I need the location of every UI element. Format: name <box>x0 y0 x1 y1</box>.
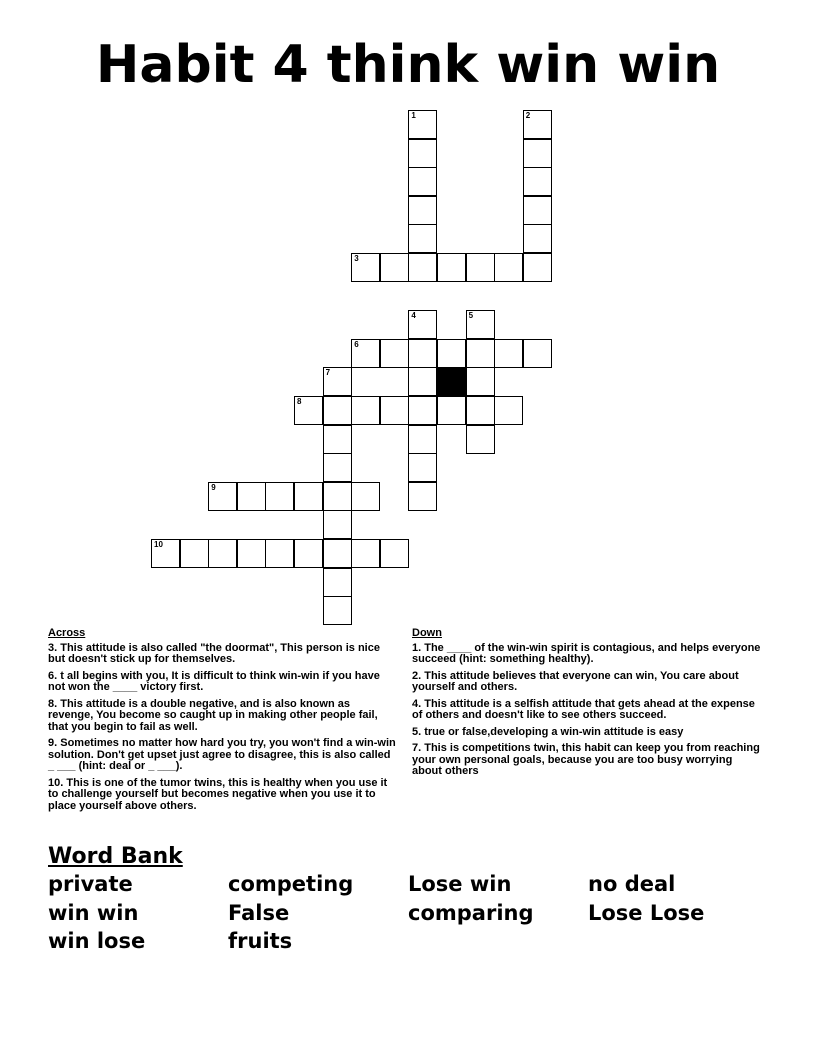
word-bank-word: no deal <box>588 872 676 896</box>
grid-cell[interactable] <box>408 196 437 225</box>
grid-cell[interactable] <box>408 425 437 454</box>
grid-cell[interactable] <box>323 568 352 597</box>
grid-cell[interactable] <box>408 310 437 339</box>
grid-cell[interactable] <box>208 482 237 511</box>
grid-cell[interactable] <box>523 110 552 139</box>
clue-number: 5 <box>468 311 474 321</box>
grid-block-cell <box>437 367 466 396</box>
grid-cell[interactable] <box>466 425 495 454</box>
grid-cell[interactable] <box>380 339 409 368</box>
clue-number: 9 <box>211 482 216 492</box>
clue-number: 8 <box>297 397 302 406</box>
grid-cell[interactable] <box>351 339 380 368</box>
grid-cell[interactable] <box>323 453 352 482</box>
grid-cell[interactable] <box>323 596 352 625</box>
word-bank-word: False <box>228 901 290 925</box>
grid-cell[interactable] <box>408 167 437 196</box>
grid-cell[interactable] <box>466 253 495 282</box>
grid-cell[interactable] <box>408 110 437 139</box>
grid-cell[interactable] <box>323 510 352 539</box>
clue-number: 7 <box>325 368 331 378</box>
grid-cell[interactable] <box>437 253 466 282</box>
grid-cell[interactable] <box>380 539 409 568</box>
grid-cell[interactable] <box>237 539 266 568</box>
down-heading: Down <box>412 627 442 639</box>
grid-cell[interactable] <box>380 253 409 282</box>
grid-cell[interactable] <box>294 396 323 425</box>
grid-cell[interactable] <box>523 339 552 368</box>
grid-cell[interactable] <box>466 396 495 425</box>
grid-cell[interactable] <box>151 539 180 568</box>
grid-cell[interactable] <box>408 367 437 396</box>
grid-cell[interactable] <box>351 482 380 511</box>
down-clue-1: 1. The ____ of the win-win spirit is contagious, and helps everyone succeed (hint: something healthy). <box>412 641 761 665</box>
grid-cell[interactable] <box>437 339 466 368</box>
grid-cell[interactable] <box>466 310 495 339</box>
down-clue-7: 7. This is competitions twin, this habit can keep you from reaching your own personal goals, because you are too busy worrying about others <box>412 742 760 777</box>
across-clues <box>48 628 398 817</box>
grid-cell[interactable] <box>294 482 323 511</box>
clue-number: 6 <box>354 339 359 349</box>
word-bank-title: Word Bank <box>48 844 183 869</box>
grid-cell[interactable] <box>408 253 437 282</box>
grid-cell[interactable] <box>380 396 409 425</box>
word-bank-word: Lose Lose <box>588 901 705 925</box>
page-title: Habit 4 think win win <box>95 35 721 95</box>
word-bank-word: private <box>48 872 133 896</box>
across-clue-9: 9. Sometimes no matter how hard you try, you won't find a win-win solution. Don't get upset just agree to disagree, this is also called _ ___ (hint: deal or _ ___). <box>48 737 396 772</box>
grid-cell[interactable] <box>294 539 323 568</box>
grid-cell[interactable] <box>323 367 352 396</box>
word-bank-word: win lose <box>48 929 146 953</box>
grid-cell[interactable] <box>408 396 437 425</box>
grid-cell[interactable] <box>523 253 552 282</box>
grid-cell[interactable] <box>323 396 352 425</box>
clue-number: 4 <box>411 311 416 321</box>
across-heading: Across <box>48 627 86 639</box>
grid-cell[interactable] <box>494 253 523 282</box>
grid-cell[interactable] <box>523 224 552 253</box>
down-clue-4: 4. This attitude is a selfish attitude that gets ahead at the expense of others and doesn't like to see others succeed. <box>412 697 755 721</box>
grid-cell[interactable] <box>265 539 294 568</box>
grid-cell[interactable] <box>180 539 209 568</box>
grid-cell[interactable] <box>408 224 437 253</box>
grid-cell[interactable] <box>323 482 352 511</box>
grid-cell[interactable] <box>466 367 495 396</box>
grid-cell[interactable] <box>408 339 437 368</box>
grid-cell[interactable] <box>265 482 294 511</box>
across-clue-8: 8. This attitude is a double negative, and is also known as revenge, You become so caught up in making other people fail, that you begin to fail as well. <box>48 697 378 733</box>
grid-cell[interactable] <box>323 539 352 568</box>
word-bank-word: win win <box>48 901 139 925</box>
grid-cell[interactable] <box>208 539 237 568</box>
grid-cell[interactable] <box>237 482 266 511</box>
grid-cell[interactable] <box>523 196 552 225</box>
word-bank-word: Lose win <box>408 872 512 896</box>
word-bank-word: fruits <box>228 929 293 953</box>
grid-cell[interactable] <box>494 396 523 425</box>
grid-cell[interactable] <box>523 167 552 196</box>
clue-number: 3 <box>354 254 359 263</box>
grid-cell[interactable] <box>351 396 380 425</box>
grid-cell[interactable] <box>408 139 437 168</box>
across-clue-10: 10. This is one of the tumor twins, this is healthy when you use it to challenge yourself but becomes negative when you use it to place yourself above others. <box>48 776 388 812</box>
grid-cell[interactable] <box>408 453 437 482</box>
grid-cell[interactable] <box>523 139 552 168</box>
across-clue-6: 6. t all begins with you, It is difficult to think win-win if you have not won the ____ victory first. <box>48 669 380 693</box>
word-bank-word: comparing <box>408 901 534 925</box>
down-clue-5: 5. true or false,developing a win-win attitude is easy <box>412 725 684 738</box>
clue-number: 2 <box>525 111 531 120</box>
grid-cell[interactable] <box>323 425 352 454</box>
grid-cell[interactable] <box>351 539 380 568</box>
down-clue-2: 2. This attitude believes that everyone can win, You care about yourself and others. <box>412 669 739 693</box>
clue-number: 1 <box>411 111 416 120</box>
grid-cell[interactable] <box>351 253 380 282</box>
grid-cell[interactable] <box>437 396 466 425</box>
grid-cell[interactable] <box>408 482 437 511</box>
across-clue-3: 3. This attitude is also called "the doormat", This person is nice but doesn't stick up for themselves. <box>48 641 380 665</box>
grid-cell[interactable] <box>494 339 523 368</box>
down-clues <box>412 628 762 783</box>
clue-number: 10 <box>154 540 163 549</box>
word-bank-word: competing <box>228 872 354 896</box>
grid-cell[interactable] <box>466 339 495 368</box>
